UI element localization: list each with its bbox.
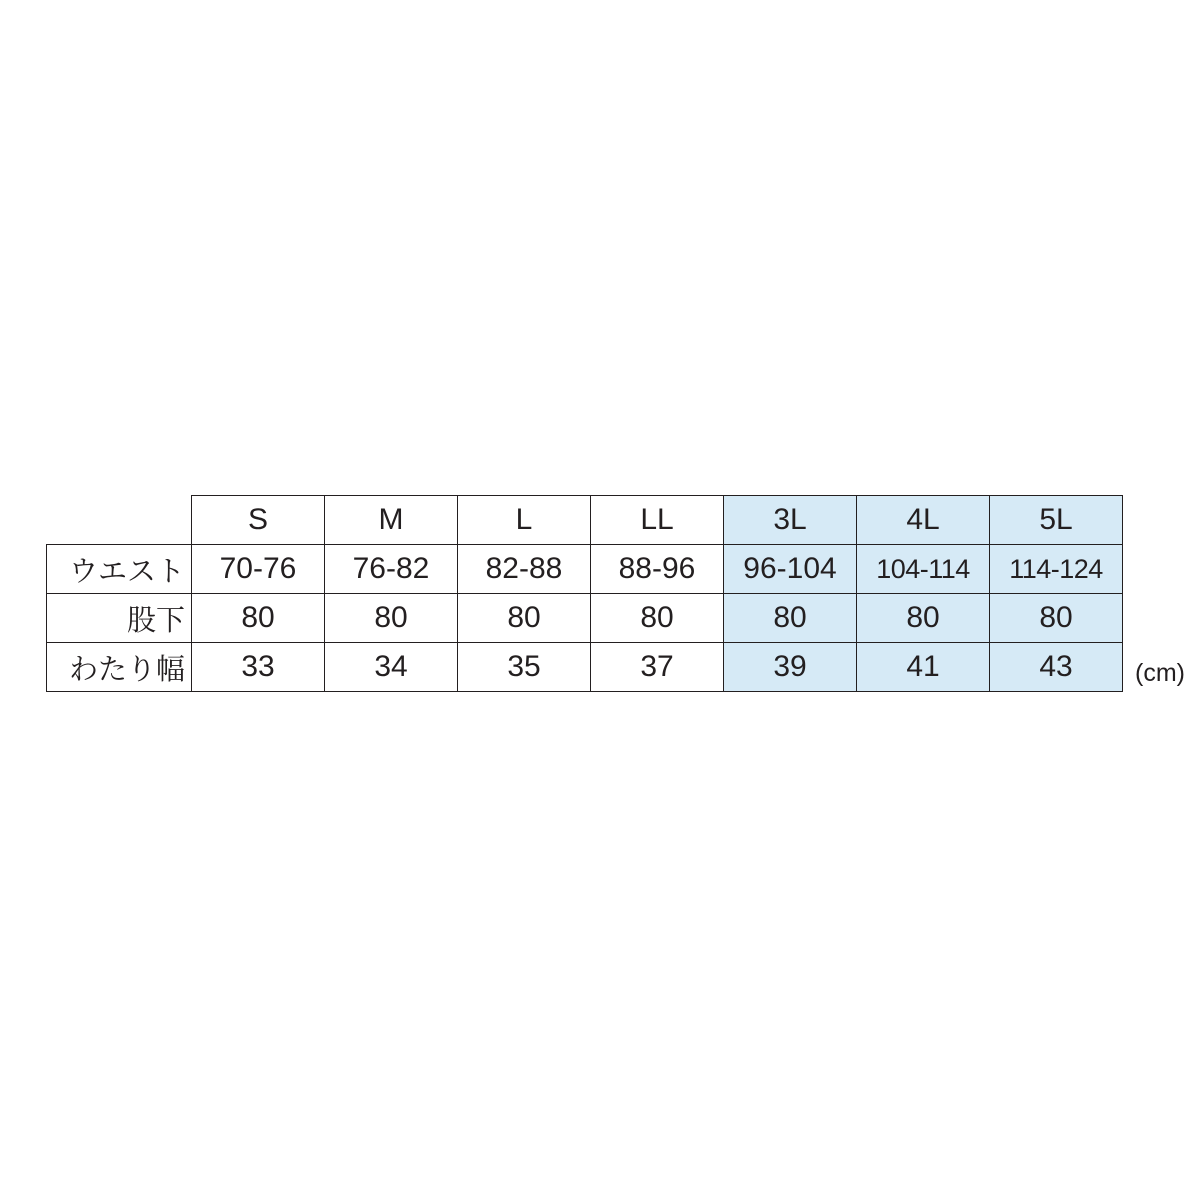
cell-thigh-5l: 43 xyxy=(990,643,1123,692)
cell-inseam-m: 80 xyxy=(325,594,458,643)
cell-thigh-l: 35 xyxy=(458,643,591,692)
cell-thigh-4l: 41 xyxy=(857,643,990,692)
column-header-4l: 4L xyxy=(857,496,990,545)
table-header-row xyxy=(47,496,1123,545)
size-chart-container xyxy=(46,495,1185,692)
cell-waist-s: 70-76 xyxy=(192,545,325,594)
column-header-ll: LL xyxy=(591,496,724,545)
cell-inseam-s: 80 xyxy=(192,594,325,643)
cell-waist-5l: 114-124 xyxy=(990,545,1123,594)
column-header-m: M xyxy=(325,496,458,545)
cell-waist-ll: 88-96 xyxy=(591,545,724,594)
cell-inseam-3l: 80 xyxy=(724,594,857,643)
size-chart-table xyxy=(46,495,1123,692)
column-header-3l: 3L xyxy=(724,496,857,545)
column-header-5l: 5L xyxy=(990,496,1123,545)
table-row xyxy=(47,545,1123,594)
row-label-waist: ウエスト xyxy=(47,545,192,594)
table-row xyxy=(47,594,1123,643)
cell-inseam-5l: 80 xyxy=(990,594,1123,643)
cell-inseam-4l: 80 xyxy=(857,594,990,643)
cell-waist-4l: 104-114 xyxy=(857,545,990,594)
table-row xyxy=(47,643,1123,692)
row-label-inseam: 股下 xyxy=(47,594,192,643)
cell-thigh-3l: 39 xyxy=(724,643,857,692)
cell-thigh-m: 34 xyxy=(325,643,458,692)
cell-waist-l: 82-88 xyxy=(458,545,591,594)
cell-waist-3l: 96-104 xyxy=(724,545,857,594)
cell-thigh-s: 33 xyxy=(192,643,325,692)
cell-thigh-ll: 37 xyxy=(591,643,724,692)
unit-note: (cm) xyxy=(1135,659,1185,687)
column-header-l: L xyxy=(458,496,591,545)
cell-inseam-ll: 80 xyxy=(591,594,724,643)
table-corner-cell xyxy=(47,496,192,545)
row-label-thigh-width: わたり幅 xyxy=(47,643,192,692)
cell-inseam-l: 80 xyxy=(458,594,591,643)
column-header-s: S xyxy=(192,496,325,545)
cell-waist-m: 76-82 xyxy=(325,545,458,594)
